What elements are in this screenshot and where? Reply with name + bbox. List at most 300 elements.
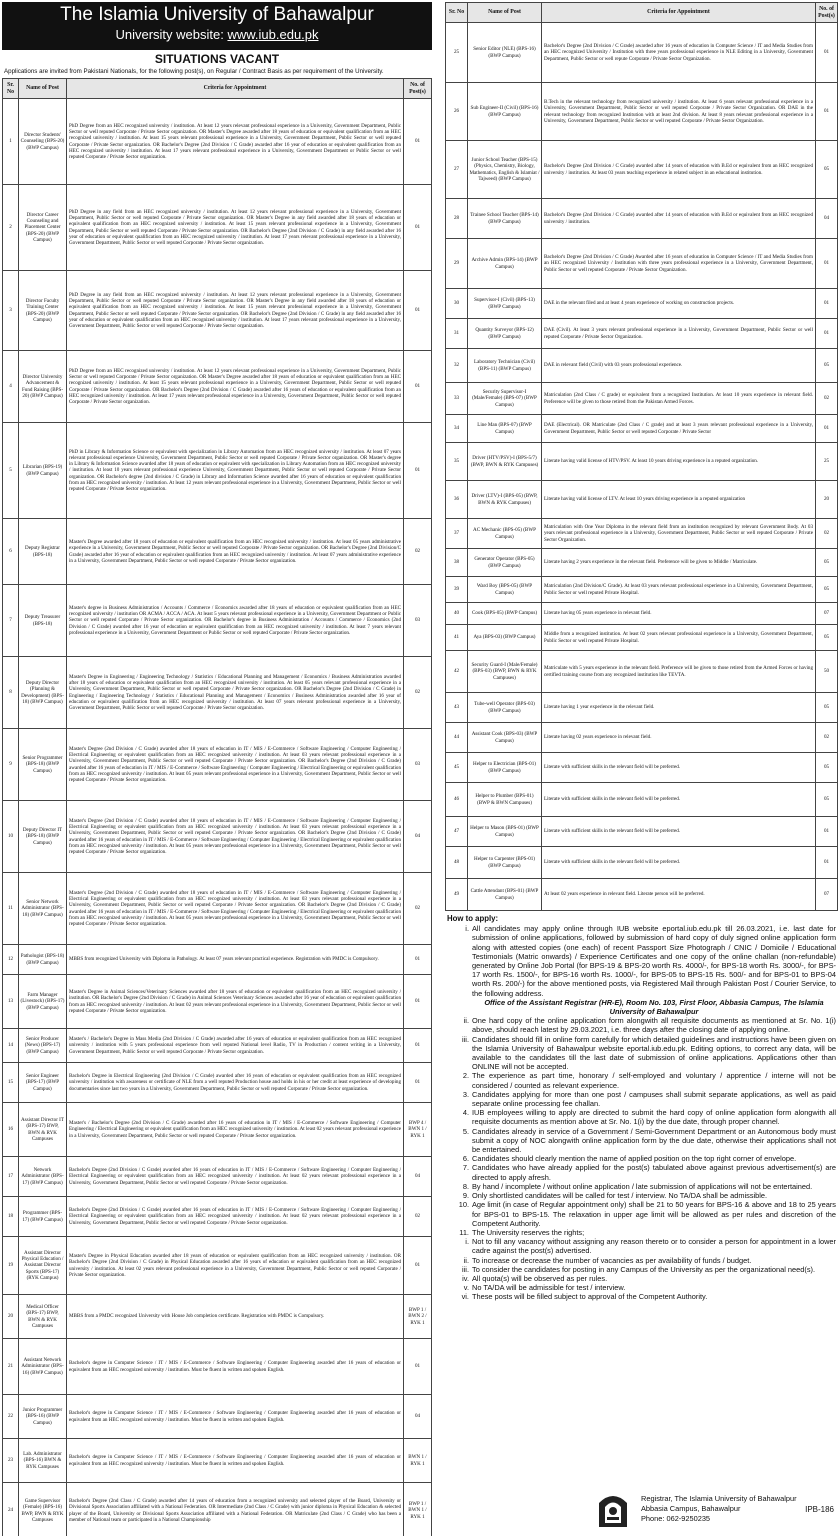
registrar-line1: Registrar, The Islamia University of Bahawalpur — [641, 1494, 797, 1503]
table-header-row — [3, 79, 432, 99]
post-sr-number: 25 — [446, 23, 468, 83]
post-sr-number: 32 — [446, 349, 468, 383]
table-row — [3, 1029, 432, 1063]
post-criteria: Literate with sufficient skills in the relevant field will be preferred. — [542, 817, 816, 847]
table-row — [446, 625, 838, 651]
post-count: 01 — [816, 319, 838, 349]
post-sr-number: 45 — [446, 753, 468, 783]
instruction-number: 8. — [462, 1181, 469, 1191]
right-column — [445, 2, 838, 1532]
instruction-text: The University reserves the rights; — [472, 1227, 585, 1237]
post-name: Helper to Carpenter (BPS-01) (BWP Campus) — [468, 847, 542, 879]
instruction-number: iii. — [462, 1264, 469, 1274]
registrar-line2: Abbasia Campus, Bahawalpur — [641, 1504, 741, 1513]
post-name: Junior Programmer (BPS-16) (BWP Campus) — [19, 1395, 67, 1439]
table-row — [446, 723, 838, 753]
instruction-item — [447, 1127, 836, 1155]
post-sr-number: 39 — [446, 577, 468, 603]
post-count: 01 — [816, 83, 838, 141]
post-sr-number: 24 — [3, 1483, 19, 1536]
instruction-text: The experience as part time, honorary / self-employed and voluntary / apprentice / interne will not be considered / counted as relevant experience. — [472, 1071, 836, 1090]
table-row — [3, 1295, 432, 1339]
post-sr-number: 9 — [3, 729, 19, 801]
post-sr-number: 46 — [446, 783, 468, 817]
table-row — [446, 23, 838, 83]
post-criteria: Master's Degree in Physical Education awarded after 18 years of education or equivalent qualification from an HEC recognized university / institution. OR Bachelor's Degree (2nd Division / C Grade) in Physical Education awarded after 16 years of education or equivalent qualification from an HEC recognized university / institution. At least 02 years relevant professional experience in a University, Government Department, Public Sector or well reputed Corporate / Private Sector organization. — [67, 1237, 404, 1295]
office-address — [447, 998, 836, 1016]
instruction-text: By hand / incomplete / without online application / late submission of applications will not be entertained. — [472, 1181, 813, 1191]
post-criteria: Literate with sufficient skills in the relevant field will be preferred. — [542, 753, 816, 783]
post-count: BWP 1 / BWN 1 / RYK 1 — [404, 1483, 432, 1536]
post-name: Game Supervisor (Female) (BPS-16) BWP, BWN & RYK Campuses — [19, 1483, 67, 1536]
post-count: BWP 1 / BWN 2 / RYK 1 — [404, 1295, 432, 1339]
post-criteria: PhD Degree from an HEC recognized university / institution. At least 12 years relevant professional experience in a University, Government Department, Public Sector or well reputed Corporate / Private Sector organization. OR Master's Degree awarded after 18 years of education or equivalent qualification from an HEC recognized university / institution. At least 15 years relevant professional experience in a University, Government Department, Public Sector or well reputed Corporate / Private Sector organization. OR Bachelor's Degree (2nd Division / C Grade) awarded after 16 years of education or equivalent qualification from an HEC recognized university / institution. At least 17 years relevant professional experience in a University, Government Department, Public Sector or well reputed Corporate / Private Sector organization. — [67, 351, 404, 423]
table-row — [446, 141, 838, 199]
post-criteria: DAE in relevant field (Civil) with 03 years professional experience. — [542, 349, 816, 383]
instruction-text: Candidates should fill in online form carefully for which detailed guidelines and instructions have been given on the Islamia University of Bahawalpur website eportal.iub.edu.pk. Editing options, to correct any data, will be available to the candidates till the last date of submission of online applications. Applications other than ONLINE will not be accepted. — [472, 1034, 836, 1072]
post-name: Generator Operator (BPS-05) (BWP Campus) — [468, 549, 542, 577]
table-row — [3, 1103, 432, 1157]
instruction-number: 2. — [462, 1071, 469, 1081]
post-name: Director Faculty Training Center (BPS-20) (BWP Campus) — [19, 271, 67, 351]
post-criteria: Master's Degree in Engineering / Engineering Technology / Statistics / Educational Planning and Management / Economics / Business Administration awarded after 18 years of education or equivalent qualification from an HEC recognized university / institution. At least 05 years relevant professional experience in a University, Government Department, Public Sector or well reputed Corporate / Private Sector organization. OR Bachelor's Degree (2nd Division / C Grade) in Engineering / Engineering Technology / Statistics / Educational Planning and Management / Economics / Business Administration awarded after 16 year of education or equivalent qualification from an HEC recognized university / institution. At least 07 years relevant professional experience in a University, Government Department, Public Sector or well reputed Corporate / Private Sector organization. — [67, 657, 404, 729]
post-sr-number: 10 — [3, 801, 19, 873]
post-name: Aya (BPS-03) (BWP Campus) — [468, 625, 542, 651]
post-count: 02 — [404, 1197, 432, 1237]
post-name: Network Administrator (BPS-17) (BWP Campus) — [19, 1157, 67, 1197]
post-count: 05 — [816, 783, 838, 817]
post-sr-number: 31 — [446, 319, 468, 349]
website-label: University website: — [115, 27, 224, 42]
instruction-number: 4. — [462, 1108, 469, 1118]
post-sr-number: 22 — [3, 1395, 19, 1439]
post-name: Deputy Treasurer (BPS-18) — [19, 585, 67, 657]
instruction-number: 7. — [462, 1163, 469, 1173]
post-count: 07 — [816, 879, 838, 911]
post-name: Archive Admin (BPS-14) (BWP Campus) — [468, 239, 542, 289]
instruction-number — [447, 998, 469, 1016]
posts-header: No. of Post(s) — [816, 3, 838, 23]
instruction-number: i. — [465, 924, 469, 934]
post-criteria: Bachelor's Degree (2nd Division / C Grade) awarded after 16 years of education in IT / MIS / E-Commerce / Software Engineering / Computer Engineering / Electrical Engineering or equivalent qualification from an HEC recognized university / institution. At least 02 years relevant professional experience in a University, Government Department, Public Sector or well reputed Corporate / Private Sector organization. — [67, 1157, 404, 1197]
post-name: Driver (LTV)-I (BPS-05) (BWP, BWN & RYK Campuses) — [468, 481, 542, 519]
post-name: Helper to Plumber (BPS-01) (BWP & BWN Campuses) — [468, 783, 542, 817]
footer — [445, 1486, 838, 1532]
post-criteria: Bachelor's Degree (2nd Division / C Grade) Awarded after 16 years of education in Computer Science / IT and Media Studies from an HEC recognized University / Institution with three years professional experience in a University, Government Department, Public Sector or well reputed Corporate / Private Sector Organization. — [542, 239, 816, 289]
post-name: Line Man (BPS-07) (BWP Campus) — [468, 415, 542, 443]
post-name: Cattle Attendant (BPS-01) (BWP Campus) — [468, 879, 542, 911]
instruction-text: To consider the candidates for posting in any Campus of the University as per the organizational need(s). — [472, 1264, 816, 1274]
post-sr-number: 48 — [446, 847, 468, 879]
post-count: 04 — [404, 801, 432, 873]
post-name: Ward Boy (BPS-05) (BWP Campus) — [468, 577, 542, 603]
post-count: 01 — [404, 351, 432, 423]
situations-vacant-title: SITUATIONS VACANT — [154, 52, 280, 66]
how-to-apply — [445, 911, 838, 1302]
instruction-text: To increase or decrease the number of vacancies as per availability of funds / budget. — [472, 1255, 752, 1265]
post-name: Librarian (BPS-19) (BWP Campus) — [19, 423, 67, 519]
post-sr-number: 12 — [3, 945, 19, 975]
instruction-text: Candidates applying for more than one post / campuses shall submit separate applications, as well as paid separate online processing fee challan. — [472, 1089, 836, 1109]
post-sr-number: 30 — [446, 289, 468, 319]
instruction-text: One hard copy of the online application form alongwith all requisite documents as mentioned at Sr. No. 1(i) above, should reach latest by 29.03.2021, i.e. three days after the closing date of applying online. — [472, 1016, 836, 1035]
table-row — [3, 1197, 432, 1237]
post-sr-number: 43 — [446, 693, 468, 723]
instruction-number: iv. — [462, 1273, 469, 1283]
sr-header: Sr. No — [3, 79, 19, 99]
post-criteria: Matriculation with One Year Diploma in the relevant field from an institution recognized by relevant Government Body. At 03 years relevant professional experience in a University, Government Department, Public Sector or well reputed Corporate / Private Sector Organization. — [542, 519, 816, 549]
post-count: 02 — [816, 383, 838, 415]
post-name: Helper to Mason (BPS-01) (BWP Campus) — [468, 817, 542, 847]
post-count: 05 — [816, 577, 838, 603]
instruction-text: All candidates may apply online through IUB website eportal.iub.edu.pk till 26.03.2021, i.e. last date for submission of online applications, followed by submission of hard copy of duly signed online application form along with attested copies (one each) of recent Passport Size Photograph / CNIC / Domicile / Educational Testimonials (Matric onwards) / Experience Certificates and one copy of the online challan (non-refundable) generated by Online Job Portal (for BPS-19 & BPS-20 worth Rs. 4000/-, for BPS-18 worth Rs. 3000/-, for BPS-17 worth Rs. 1500/-, for BPS-16 worth Rs. 1000/-, for BPS-05 to BPS-15 Rs. 500/- and for BPS-01 to BPS-04 worth Rs. 200/-) for the above mentioned posts, via Registered Mail through Pakistan Post / Courier Service, to the following address. — [472, 924, 836, 998]
post-name: Helper to Electrician (BPS-01) (BWP Campus) — [468, 753, 542, 783]
table-body-right — [446, 23, 838, 911]
post-sr-number: 15 — [3, 1063, 19, 1103]
post-criteria: Master's Degree (2nd Division / C Grade) awarded after 18 years of education in IT / MIS / E-Commerce / Software Engineering / Computer Engineering / Electrical Engineering or equivalent qualification from an HEC recognized university / institution. At least 03 years relevant professional experience in a University, Government Department, Public Sector or well reputed Corporate / Private Sector organization. OR Bachelor's Degree (2nd Division / C Grade) awarded after 16 years of education in IT / MIS / E-Commerce / Software Engineering / Computer Engineering / Electrical Engineering or equivalent qualification from an HEC recognized university / institution. At least 05 years relevant professional experience in a University, Government Department, Public Sector or well reputed Corporate / Private Sector organization. — [67, 729, 404, 801]
post-criteria: Bachelor's degree in Computer Science / IT / MIS / E-Commerce / Software Engineering / Computer Engineering awarded after 16 years of education or equivalent from an HEC recognized university / institution. Must be fluent in written and spoken English. — [67, 1339, 404, 1395]
post-name: Trainee School Teacher (BPS-14) (BWP Campus) — [468, 199, 542, 239]
post-name: Driver (HTV/PSV)-I (BPS-5/7) (BWP, BWN & RYK Campuses) — [468, 443, 542, 481]
post-sr-number: 19 — [3, 1237, 19, 1295]
instruction-text: Age limit (in case of Regular appointment only) shall be 21 to 50 years for BPS-16 & above and 18 to 25 years for BPS-01 to BPS-15. The relaxation in upper age limit will be allowed as per rules and discretion of the Competent Authority. — [472, 1200, 836, 1228]
how-to-apply-title: How to apply: — [447, 914, 499, 923]
post-criteria: Master's Degree in Animal Sciences/Veterinary Sciences awarded after 18 years of education or equivalent qualification from an HEC recognized university / institution. OR Bachelor's Degree (2nd Division / C Grade) in Animal Sciences Veterinary Sciences awarded after 16 year of education or equivalent qualification from an HEC recognized university / institution. At least 02 years relevant professional experience in a University, Government Department, Public Sector or well reputed Corporate / Private Sector organization. — [67, 975, 404, 1029]
post-count: 01 — [404, 1029, 432, 1063]
table-row — [3, 1157, 432, 1197]
table-row — [3, 271, 432, 351]
table-row — [3, 657, 432, 729]
post-sr-number: 33 — [446, 383, 468, 415]
post-count: 01 — [404, 945, 432, 975]
left-column — [2, 2, 432, 1532]
post-count: 20 — [816, 481, 838, 519]
post-criteria: Bachelor's Degree in Electrical Engineering (2nd Division / C Grade) awarded after 16 years of education or equivalent qualification from an HEC recognized university / institution with awareness or certificate of NLE from a well reputed Production house and holds in his or her credit at least experience of developing documentaries since last two years in a University, Government Department, Public Sector or well reputed Corporate / Private Sector organization. — [67, 1063, 404, 1103]
post-count: 05 — [816, 753, 838, 783]
post-count: 02 — [404, 519, 432, 585]
name-header: Name of Post — [19, 79, 67, 99]
post-criteria: Master's degree in Business Administration / Accounts / Commerce / Economics awarded after 18 years of education or equivalent qualification from an HEC recognized university / institution OR ACMA / ACCA / ACA. At least 5 years relevant professional experience in a University, Government Department or Public Sector or well reputed Corporate / Private Sector organization. OR Bachelor's degree in Business Administration / Accounts / Commerce / Economics (2nd Division / C Grade) awarded after 16 year of education or equivalent qualification from an HEC recognized university / institution. At least 7 years relevant professional experience in a University, Government Department or Public Sector or well reputed Corporate / Private Sector organization. — [67, 585, 404, 657]
instruction-number: ii. — [463, 1255, 469, 1265]
post-criteria: DAE in the relevant filed and at least 4 years experience of working on construction projects. — [542, 289, 816, 319]
post-criteria: Master's Degree awarded after 18 years of education or equivalent qualification from an HEC recognized university / institution. At least 05 years administrative experience in a University, Government Department, Public Sector or well reputed Corporate / Private Sector organization. OR Bachelor's Degree (2nd Division/C Grade) awarded after 16 year of education or equivalent qualification from an HEC recognized university / institution. At least 07 years administrative experience in a University, Government Department, Public Sector or well reputed Corporate / Private Sector organization. — [67, 519, 404, 585]
advert-code: IPB-186 — [805, 1504, 834, 1514]
post-criteria: Middle from a recognized institution. At least 02 years relevant professional experience in a University, Government Department, Public Sector or well reputed Private Hospital. — [542, 625, 816, 651]
instruction-number: i. — [465, 1237, 469, 1247]
post-criteria: Bachelor's Degree (2nd Division / C Grade) awarded after 14 years of education with B.Ed or equivalent from an HEC recognized university / institution. — [542, 199, 816, 239]
table-row — [3, 1395, 432, 1439]
post-name: Pathologist (BPS-18) (BWP Campus) — [19, 945, 67, 975]
post-criteria: Bachelor's Degree (2nd Division / C Grade) awarded after 14 years of education with B.Ed or equivalent from an HEC recognized university / institution. At least 03 years teaching experience in related subject in an educational institution. — [542, 141, 816, 199]
post-name: Laboratory Technician (Civil) (BPS-11) (BWP Campus) — [468, 349, 542, 383]
instruction-item — [447, 924, 836, 998]
criteria-header: Criteria for Appointment — [67, 79, 404, 99]
post-sr-number: 28 — [446, 199, 468, 239]
post-criteria: At least 02 years experience in relevant field. Literate person will be preferred. — [542, 879, 816, 911]
table-row — [446, 577, 838, 603]
post-criteria: Literate having 1 year experience in the relevant field. — [542, 693, 816, 723]
post-name: Quantity Surveyor (BPS-12) (BWP Campus) — [468, 319, 542, 349]
post-name: Deputy Registrar (BPS-18) — [19, 519, 67, 585]
table-row — [446, 519, 838, 549]
post-count: 05 — [816, 549, 838, 577]
instruction-item — [447, 1228, 836, 1237]
post-criteria: Master's / Bachelor's Degree in Mass Media (2nd Division / C Grade) awarded after 16 years of education or equivalent qualification from an HEC recognized university / institution with 5 years professional experience from well reputed National level Radio, TV in Production / content writing in a University, Government Department, Public Sector or well reputed Corporate / Private Sector organization. — [67, 1029, 404, 1063]
post-name: Sub Engineer-II (Civil) (BPS-16) (BWP Campus) — [468, 83, 542, 141]
post-sr-number: 38 — [446, 549, 468, 577]
post-sr-number: 7 — [3, 585, 19, 657]
post-count: 05 — [816, 625, 838, 651]
table-row — [446, 783, 838, 817]
instruction-text: All quota(s) will be observed as per rules. — [472, 1273, 608, 1283]
post-count: 03 — [404, 729, 432, 801]
instruction-item — [447, 1035, 836, 1072]
post-sr-number: 16 — [3, 1103, 19, 1157]
post-criteria: Literate having 05 years experience in relevant field. — [542, 603, 816, 625]
post-sr-number: 14 — [3, 1029, 19, 1063]
table-row — [446, 847, 838, 879]
instruction-item — [447, 1108, 836, 1126]
instruction-number: vi. — [461, 1292, 469, 1302]
post-sr-number: 34 — [446, 415, 468, 443]
post-count: 05 — [816, 693, 838, 723]
post-count: 01 — [404, 975, 432, 1029]
post-sr-number: 17 — [3, 1157, 19, 1197]
post-sr-number: 41 — [446, 625, 468, 651]
post-count: 04 — [404, 1395, 432, 1439]
header-band — [2, 2, 432, 50]
instruction-number: 9. — [462, 1191, 469, 1201]
post-criteria: PhD Degree in any field from an HEC recognized university / institution. At least 12 years relevant professional experience in a University, Government Department, Public Sector or well reputed Corporate / Private Sector organization. OR Master's Degree in any field awarded after 18 years of education or equivalent qualification from an HEC recognized university / institution. At least 15 years relevant professional experience in a University, Government Department, Public Sector or well reputed Corporate / Private Sector organization. OR Bachelor's Degree (2nd Division / C Grade) in any field awarded after 16 year of education or equivalent qualification from an HEC recognized university / institution. At least 17 years relevant professional experience in a University, Government Department, Public Sector or well reputed Corporate / Private Sector organization. — [67, 271, 404, 351]
post-sr-number: 2 — [3, 185, 19, 271]
table-row — [446, 753, 838, 783]
table-body-left — [3, 99, 432, 1536]
post-criteria: Bachelor's degree in Computer Science / IT / MIS / E-Commerce / Software Engineering / Computer Engineering awarded after 16 years of education or equivalent from an HEC recognized university / institution. Must be fluent in written and spoken English. — [67, 1439, 404, 1483]
post-criteria: Master's / Bachelor's Degree (2nd Division / C Grade) awarded after 16 years of education in IT / MIS / E-Commerce / Software Engineering / Computer Engineering / Electrical Engineering or equivalent qualification from an HEC recognized university / institution. At least 02 years relevant professional experience in a University, Government Department, Public Sector or well reputed Corporate / Private Sector organization. — [67, 1103, 404, 1157]
post-count: 02 — [404, 657, 432, 729]
post-criteria: Bachelor's Degree (2nd Class / C Grade) awarded after 14 years of education from a recognized university and selected player of the Board, University or Divisional Sports Association affiliated with a National Federation. OR Intermediate (2nd Class / C Grade) with junior diploma in Physical Education & selected player of the Board, University or Divisional Sports Association affiliated with a National Federation. OR Matriculate (2nd Class / C Grade) who has been a member of National team or participated in a National Championship — [67, 1483, 404, 1536]
post-name: Director Students' Counseling (BPS-20) (BWP Campus) — [19, 99, 67, 185]
instruction-text: No TA/DA will be admissible for test / interview. — [472, 1283, 626, 1293]
registrar-address — [641, 1494, 797, 1524]
post-criteria: Literate with sufficient skills in the relevant field will be preferred. — [542, 847, 816, 879]
table-row — [446, 481, 838, 519]
instruction-item — [447, 1283, 836, 1292]
post-count: 01 — [816, 817, 838, 847]
post-count: 02 — [816, 723, 838, 753]
post-count: 01 — [404, 1237, 432, 1295]
post-criteria: PhD Degree from an HEC recognized university / institution. At least 12 years relevant professional experience in a University, Government Department, Public Sector or well reputed Corporate / Private Sector organization. OR Master's Degree awarded after 18 years of education or equivalent qualification from an HEC recognized university / institution. At least 15 years relevant professional experience in a University, Government Department, Public Sector or well reputed Corporate / Private Sector organization. OR Bachelor's Degree (2nd Division / C Grade) awarded after 16 year of education or equivalent qualification from an HEC recognized university / institution. At least 17 years relevant professional experience in a University, Government Department or Public Sector or well reputed Corporate / Private Sector organization. — [67, 99, 404, 185]
post-sr-number: 27 — [446, 141, 468, 199]
post-count: 50 — [816, 651, 838, 693]
table-row — [446, 383, 838, 415]
post-criteria: B.Tech in the relevant technology from recognized university / institution. At least 6 years relevant professional experience in a University, Government Department, Public Sector or well reputed Corporate / Private Sector Organization. OR DAE in the relevant technology from recognized Institution with at least 2nd division. At least 8 years relevant professional experience in a University, Government Department, Public Sector or well reputed Corporate / Private Sector Organization. — [542, 83, 816, 141]
post-sr-number: 11 — [3, 873, 19, 945]
post-count: 07 — [816, 603, 838, 625]
post-name: Deputy Director (Planning & Development) (BPS-18) (BWP Campus) — [19, 657, 67, 729]
post-sr-number: 6 — [3, 519, 19, 585]
post-count: 01 — [404, 271, 432, 351]
criteria-header: Criteria for Appointment — [542, 3, 816, 23]
table-row — [3, 1237, 432, 1295]
intro-text: Applications are invited from Pakistani Nationals, for the following post(s), on Regular / Contract Basis as per requirement of the University. — [4, 68, 384, 75]
instruction-item — [447, 1265, 836, 1274]
table-row — [3, 423, 432, 519]
post-criteria: DAE (Civil). At least 3 years relevant professional experience in a University, Government Department, Public Sector or well reputed Corporate / Private Sector Organization. — [542, 319, 816, 349]
post-name: Security Guard-I (Male/Female) (BPS-03) (BWP, BWN & RYK Campuses) — [468, 651, 542, 693]
post-name: Senior Engineer (BPS-17) (BWP Campus) — [19, 1063, 67, 1103]
table-row — [446, 603, 838, 625]
table-row — [3, 873, 432, 945]
instruction-item — [447, 1071, 836, 1089]
instruction-item — [447, 1154, 836, 1163]
instruction-text: Candidates should clearly mention the name of applied position on the top right corner of envelope. — [472, 1154, 797, 1164]
post-criteria: Master's Degree (2nd Division / C Grade) awarded after 18 years of education in IT / MIS / E-Commerce / Software Engineering / Computer Engineering / Electrical Engineering or equivalent qualification from an HEC recognized university / institution. At least 03 years relevant professional experience in a University, Government Department, Public Sector or well reputed Corporate / Private Sector organization. OR Bachelor's Degree (2nd Division / C Grade) awarded after 16 years of education in IT / MIS / E-Commerce / Software Engineering / Computer Engineering / Electrical Engineering or equivalent qualification from an HEC recognized university / institution. At least 05 years relevant professional experience in a University, Government Department, Public Sector or well reputed Corporate / Private Sector organization. — [67, 873, 404, 945]
post-sr-number: 4 — [3, 351, 19, 423]
instruction-number: 6. — [462, 1154, 469, 1164]
table-header-row — [446, 3, 838, 23]
post-criteria: Master's Degree (2nd Division / C Grade) awarded after 18 years of education in IT / MIS / E-Commerce / Software Engineering / Computer Engineering / Electrical Engineering or equivalent qualification from an HEC recognized university / institution. At least 03 years relevant professional experience in a University, Government Department, Public Sector or well reputed Corporate / Private Sector organization. OR Bachelor's Degree (2nd Division / C Grade) awarded after 16 years of education in IT / MIS / E-Commerce / Software Engineering / Computer Engineering / Electrical Engineering or equivalent qualification from an HEC recognized university / institution. At least 05 years relevant professional experience in a University, Government Department, Public Sector or well reputed Corporate / Private Sector organization. — [67, 801, 404, 873]
post-criteria: Bachelor's degree in Computer Science / IT / MIS / E-Commerce / Software Engineering / Computer Engineering awarded after 16 years of education or equivalent from an HEC recognized university / institution. Must be fluent in written and spoken English. — [67, 1395, 404, 1439]
instruction-text: These posts will be filled subject to approval of the Competent Authority. — [472, 1292, 708, 1302]
post-count: 01 — [404, 1339, 432, 1395]
table-row — [3, 519, 432, 585]
post-sr-number: 35 — [446, 443, 468, 481]
post-criteria: DAE (Electrical). OR Matriculate (2nd Class / C grade) and at least 3 years relevant professional experience in a University, Government Department, Public Sector or well reputed Corporate / Private Sector — [542, 415, 816, 443]
instruction-item — [447, 1200, 836, 1228]
post-sr-number: 49 — [446, 879, 468, 911]
post-name: Cook (BPS-05) (BWP Campus) — [468, 603, 542, 625]
post-count: BWP 4 / BWN 1 / RYK 1 — [404, 1103, 432, 1157]
table-row — [3, 1063, 432, 1103]
instruction-item — [447, 1256, 836, 1265]
post-sr-number: 36 — [446, 481, 468, 519]
instruction-text: Candidates who have already applied for the post(s) tabulated above against previous advertisement(s) are directed to apply afresh. — [472, 1163, 836, 1182]
how-to-apply-list — [447, 924, 836, 1301]
post-sr-number: 40 — [446, 603, 468, 625]
sr-header: Sr. No — [446, 3, 468, 23]
post-criteria: Matriculation (2nd Division/C Grade). At least 03 years relevant professional experience in a University, Government Department, Public Sector or well reputed Private Hospital. — [542, 577, 816, 603]
post-count: 01 — [404, 423, 432, 519]
post-name: Senior Editor (NLE) (BPS-16) (BWP Campus) — [468, 23, 542, 83]
posts-header: No. of Post(s) — [404, 79, 432, 99]
table-row — [446, 83, 838, 141]
post-sr-number: 37 — [446, 519, 468, 549]
post-name: Deputy Director IT (BPS-18) (BWP Campus) — [19, 801, 67, 873]
post-criteria: MBBS from recognized University with Diploma in Pathology. At least 07 years relevant practical experience. Registration with PMDC is Compulsory. — [67, 945, 404, 975]
post-sr-number: 42 — [446, 651, 468, 693]
post-name: Assistant Director Physical Education / Assistant Director Sports (BPS-17) (RYK Campus) — [19, 1237, 67, 1295]
post-count: 02 — [404, 873, 432, 945]
table-row — [446, 651, 838, 693]
instruction-number: 5. — [462, 1126, 469, 1136]
post-criteria: PhD Degree in any field from an HEC recognized university / institution. At least 12 years relevant professional experience in a University, Government Department, Public Sector or well reputed Corporate / Private Sector organization. OR Master's Degree in any field awarded after 18 years of education or equivalent qualification from an HEC recognized university / institution. At least 15 years relevant professional experience in a University, Government Department, Public Sector or well reputed Corporate / Private Sector organization. OR Bachelor's Degree (2nd Division / C Grade) in any field awarded after 16 year of education or equivalent qualification from an HEC recognized university / institution. At least 17 years relevant professional experience in a University, Government Department, Public Sector or well reputed Corporate / Private Sector organization. — [67, 185, 404, 271]
post-sr-number: 1 — [3, 99, 19, 185]
post-count: 04 — [404, 1157, 432, 1197]
instruction-number: 10. — [458, 1200, 469, 1210]
table-row — [446, 349, 838, 383]
table-row — [3, 99, 432, 185]
instruction-number: 11. — [459, 1227, 469, 1237]
post-name: Director Career Counseling and Placement Center (BPS-20) (BWP Campus) — [19, 185, 67, 271]
table-row — [446, 549, 838, 577]
post-criteria: Literate having valid license of LTV. At least 10 years driving experience in a reputed organization — [542, 481, 816, 519]
table-row — [446, 817, 838, 847]
instruction-item — [447, 1182, 836, 1191]
university-title: The Islamia University of Bahawalpur — [60, 4, 374, 25]
post-name: Senior Programmer (BPS-18) (BWP Campus) — [19, 729, 67, 801]
post-criteria: Literate having 02 years experience in relevant field. — [542, 723, 816, 753]
post-count: 01 — [816, 239, 838, 289]
instruction-item — [447, 1292, 836, 1301]
post-count: 01 — [816, 289, 838, 319]
instruction-item — [447, 1191, 836, 1200]
post-criteria: PhD in Library & Information Science or equivalent with specialization in Library Automation from an HEC recognized university / institution. At least 07 years relevant professional experience University, Government Department, Public Sector or well reputed Corporate / Private Sector organization. OR Master's degree in Library & Information Science awarded after 18 years of education or equivalent with specialization in Library Automation from an HEC recognized university / institution. At least 10 years relevant professional experience University, Government Department, Public Sector or well reputed Corporate / Private Sector organization. OR Bachelor's degree (2nd division / C Grade) in Library and Information Science awarded after 16 years of education or equivalent qualification from an HEC recognized university / institution. At least 12 years relevant professional experience in a University, Government Department, Public Sector or well reputed Corporate / Private Sector organization. — [67, 423, 404, 519]
instruction-item — [447, 1016, 836, 1034]
post-sr-number: 26 — [446, 83, 468, 141]
post-count: 02 — [816, 519, 838, 549]
instruction-number: iii. — [462, 1034, 469, 1044]
table-row — [3, 729, 432, 801]
post-name: Programmer (BPS-17) (BWP Campus) — [19, 1197, 67, 1237]
post-count: 01 — [404, 185, 432, 271]
table-row — [3, 975, 432, 1029]
instruction-item — [447, 1274, 836, 1283]
table-row — [446, 289, 838, 319]
instruction-item — [447, 1237, 836, 1255]
website-link[interactable]: www.iub.edu.pk — [227, 27, 319, 42]
instruction-text: Not to fill any vacancy without assigning any reason thereto or to consider a person for appointment in a lower cadre against the post(s) advertised. — [472, 1237, 836, 1256]
post-sr-number: 29 — [446, 239, 468, 289]
post-count: 04 — [816, 199, 838, 239]
post-sr-number: 23 — [3, 1439, 19, 1483]
table-row — [446, 239, 838, 289]
post-sr-number: 18 — [3, 1197, 19, 1237]
table-row — [3, 585, 432, 657]
post-sr-number: 5 — [3, 423, 19, 519]
table-row — [446, 443, 838, 481]
post-name: Junior School Teacher (BPS-15) (Physics, Chemistry, Biology, Mathematics, English & Islamiat / Tajweed) (BWP Campus) — [468, 141, 542, 199]
table-row — [3, 1439, 432, 1483]
post-name: Director University Advancement & Fund Raising (BPS-20) (BWP Campus) — [19, 351, 67, 423]
instruction-text: Office of the Assistant Registrar (HR-E), Room No. 103, First Floor, Abbasia Campus, The Islamia University of Bahawalpur — [484, 997, 824, 1017]
post-count: 01 — [816, 415, 838, 443]
table-row — [3, 1483, 432, 1536]
post-criteria: MBBS from a PMDC recognized University with House Job completion certificate. Registration with PMDC is Compulsory. — [67, 1295, 404, 1339]
post-criteria: Bachelor's Degree (2nd Division / C Grade) awarded after 16 years of education in Computer Science / IT and Media Studies from an HEC recognized University / Institution with three years professional experience in NLE Editing in a University, Government Department, Public Sector or well repute Corporate / Private Sector Organization. — [542, 23, 816, 83]
post-sr-number: 21 — [3, 1339, 19, 1395]
table-row — [3, 185, 432, 271]
table-row — [3, 351, 432, 423]
post-sr-number: 3 — [3, 271, 19, 351]
post-name: Assistant Director IT (BPS-17) BWP, BWN & RYK Campuses — [19, 1103, 67, 1157]
post-name: AC Mechanic (BPS-05) (BWP Campus) — [468, 519, 542, 549]
post-name: Security Supervisor-I (Male/Female) (BPS-07) (BWP Campus) — [468, 383, 542, 415]
post-name: Medical Officer (BPS-17) BWP, BWN & RYK Campuses — [19, 1295, 67, 1339]
post-name: Farm Manager (Livestock) (BPS-17) (BWP Campus) — [19, 975, 67, 1029]
post-criteria: Matriculation (2nd Class / C grade) or equivalent from a recognized Institution. At least 10 years experience in relevant field. Preference will be given to those retired from the Pakistan Armed Forces. — [542, 383, 816, 415]
post-count: 05 — [816, 349, 838, 383]
table-row — [3, 945, 432, 975]
post-name: Assistant Cook (BPS-03) (BWP Campus) — [468, 723, 542, 753]
post-sr-number: 47 — [446, 817, 468, 847]
post-count: 01 — [404, 1063, 432, 1103]
instruction-number: ii. — [463, 1016, 469, 1026]
post-count: 01 — [816, 23, 838, 83]
post-criteria: Literate having 2 years experience in the relevant field. Preference will be given to Middle / Matriculate. — [542, 549, 816, 577]
table-row — [446, 693, 838, 723]
instruction-number: 3. — [462, 1089, 469, 1099]
